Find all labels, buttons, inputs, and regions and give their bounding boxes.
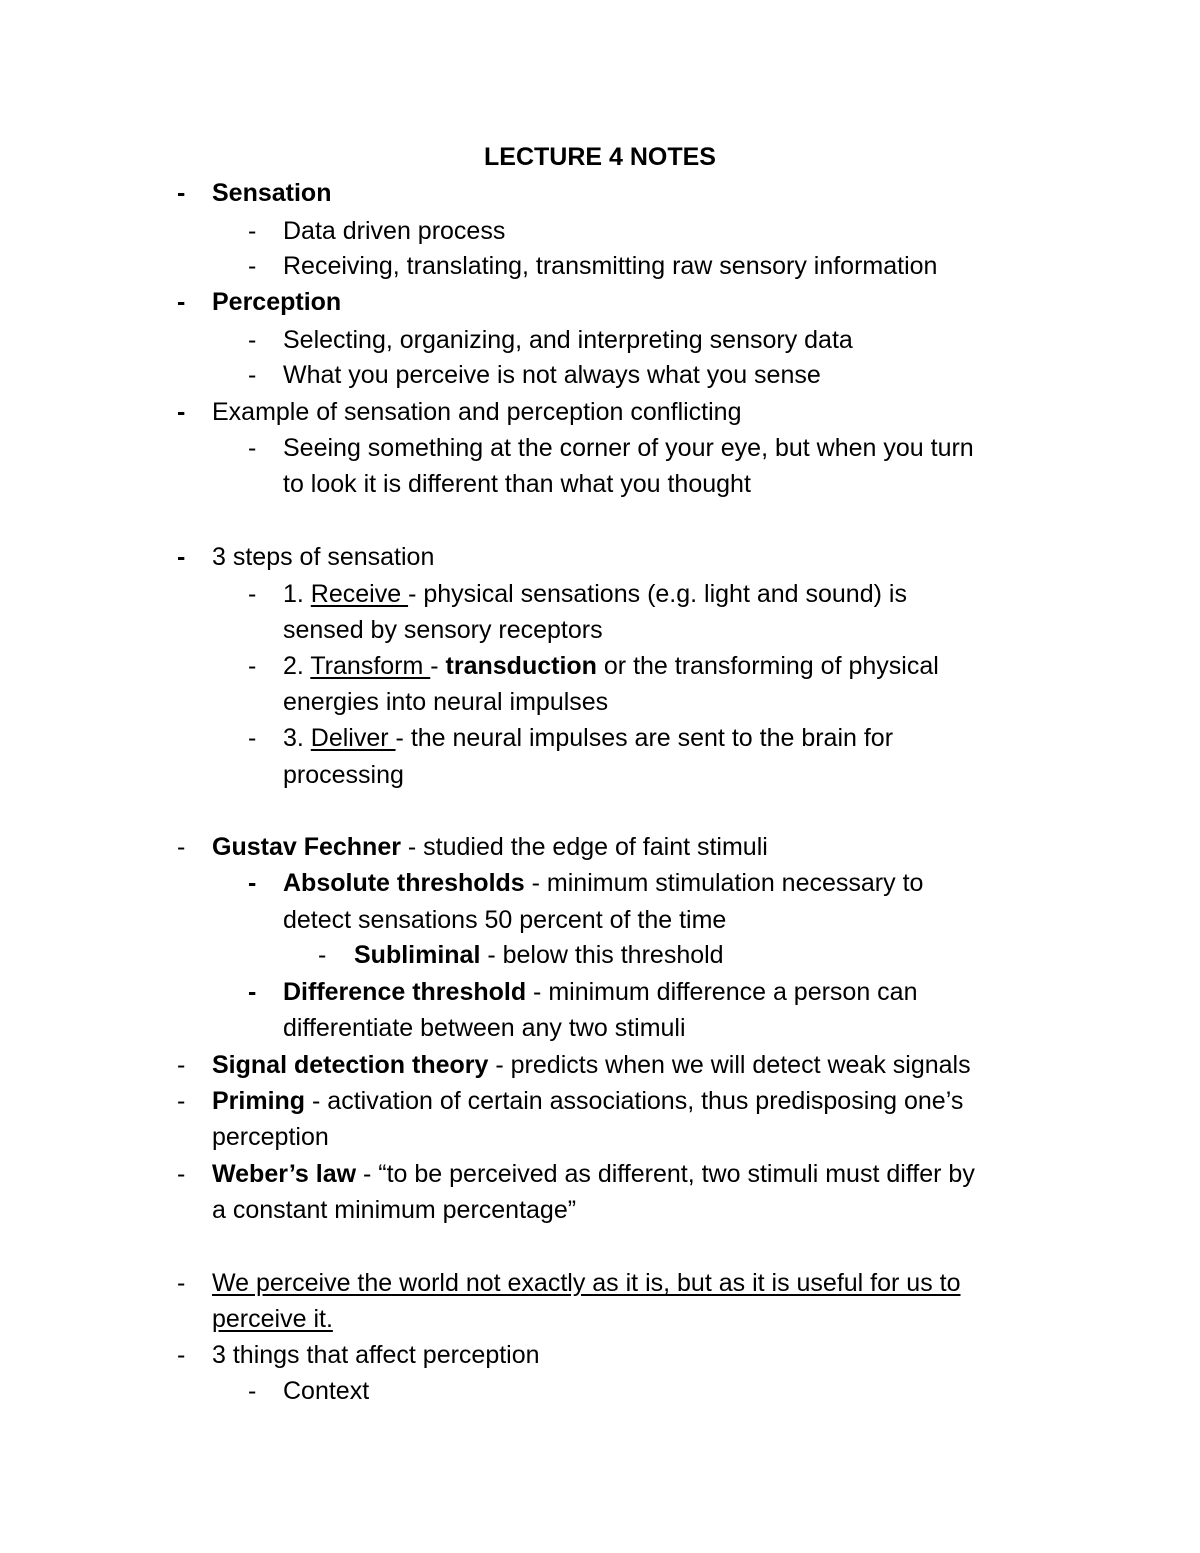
text-segment: Data driven process (283, 217, 506, 245)
note-text (283, 615, 603, 645)
text-segment: 3 steps of sensation (212, 543, 435, 571)
text-segment: - below this threshold (480, 941, 724, 969)
text-segment: Receiving, translating, transmitting raw sensory information (283, 252, 938, 280)
bold-term: Signal detection theory (212, 1051, 489, 1079)
text-segment: or the transforming of physical (596, 652, 939, 680)
note-text (212, 1159, 975, 1189)
bullet-dash: - (248, 361, 257, 389)
bullet-dash: - (248, 652, 257, 680)
underlined-text: We perceive the world not exactly as it is, but as it is useful for us to (212, 1269, 961, 1297)
bold-term: Absolute thresholds (283, 869, 525, 897)
bold-term: Weber’s law (212, 1160, 357, 1188)
note-text (354, 940, 724, 970)
note-text (283, 469, 751, 499)
text-segment: a constant minimum percentage” (212, 1196, 577, 1224)
text-segment: - (430, 652, 446, 680)
text-segment: - activation of certain associations, thus predisposing one’s (305, 1087, 964, 1115)
bullet-dash: - (177, 179, 186, 207)
note-text (283, 216, 505, 246)
note-text (212, 1050, 971, 1080)
note-text (283, 760, 404, 790)
text-segment: differentiate between any two stimuli (283, 1014, 686, 1042)
text-segment: - the neural impulses are sent to the brain for (395, 724, 894, 752)
note-text (212, 1268, 961, 1298)
note-text (212, 542, 434, 572)
note-text (212, 1340, 540, 1370)
note-text (283, 325, 853, 355)
page-title: LECTURE 4 NOTES (484, 143, 716, 171)
underlined-text: perceive it. (212, 1305, 333, 1333)
text-segment: - physical sensations (e.g. light and sound) is (408, 580, 907, 608)
text-segment: - minimum difference a person can (526, 978, 918, 1006)
note-text (212, 287, 341, 317)
bold-term: Subliminal (354, 941, 481, 969)
note-text (283, 723, 893, 753)
text-segment: 2. (283, 652, 311, 680)
bold-term: Gustav Fechner (212, 833, 401, 861)
text-segment: 3 things that affect perception (212, 1341, 540, 1369)
note-text (283, 977, 918, 1007)
bullet-dash: - (248, 978, 257, 1006)
note-text (283, 433, 974, 463)
note-text (212, 178, 331, 208)
bullet-dash: - (318, 941, 327, 969)
bold-term: Difference threshold (283, 978, 527, 1006)
note-text (212, 832, 768, 862)
note-text (283, 868, 923, 898)
text-segment: - minimum stimulation necessary to (524, 869, 924, 897)
text-segment: to look it is different than what you thought (283, 470, 751, 498)
bullet-dash: - (177, 1087, 186, 1115)
note-text (212, 397, 742, 427)
text-segment: - predicts when we will detect weak signals (488, 1051, 971, 1079)
bullet-dash: - (177, 1269, 186, 1297)
text-segment: Context (283, 1377, 370, 1405)
bullet-dash: - (177, 1051, 186, 1079)
bullet-dash: - (177, 543, 186, 571)
note-text (212, 1086, 963, 1116)
text-segment: 3. (283, 724, 311, 752)
text-segment: What you perceive is not always what you sense (283, 361, 821, 389)
note-text (212, 1304, 333, 1334)
text-segment: - studied the edge of faint stimuli (400, 833, 768, 861)
bullet-dash: - (177, 833, 186, 861)
bold-term: transduction (445, 652, 597, 680)
bullet-dash: - (177, 1160, 186, 1188)
bullet-dash: - (177, 288, 186, 316)
note-text (283, 579, 907, 609)
note-text (283, 251, 937, 281)
note-text (212, 1122, 329, 1152)
text-segment: 1. (283, 580, 311, 608)
bullet-dash: - (248, 217, 257, 245)
bullet-dash: - (248, 326, 257, 354)
bullet-dash: - (248, 869, 257, 897)
bold-term: Priming (212, 1087, 306, 1115)
underlined-text: Deliver (310, 724, 396, 752)
bullet-dash: - (248, 252, 257, 280)
text-segment: - “to be perceived as different, two stimuli must differ by (356, 1160, 975, 1188)
note-text (283, 905, 726, 935)
bullet-dash: - (248, 1377, 257, 1405)
note-text (283, 1013, 686, 1043)
note-text (283, 651, 939, 681)
text-segment: energies into neural impulses (283, 688, 609, 716)
bold-term: Sensation (212, 179, 332, 207)
text-segment: perception (212, 1123, 329, 1151)
note-text (212, 1195, 576, 1225)
note-text (283, 1376, 369, 1406)
text-segment: detect sensations 50 percent of the time (283, 906, 727, 934)
text-segment: Seeing something at the corner of your eye, but when you turn (283, 434, 974, 462)
bullet-dash: - (248, 580, 257, 608)
underlined-text: Receive (310, 580, 409, 608)
text-segment: Selecting, organizing, and interpreting sensory data (283, 326, 853, 354)
text-segment: processing (283, 761, 404, 789)
note-text (283, 360, 821, 390)
bullet-dash: - (248, 724, 257, 752)
bullet-dash: - (248, 434, 257, 462)
bold-term: Perception (212, 288, 342, 316)
underlined-text: Transform (310, 652, 431, 680)
bullet-dash: - (177, 398, 186, 426)
text-segment: sensed by sensory receptors (283, 616, 603, 644)
text-segment: Example of sensation and perception conflicting (212, 398, 742, 426)
note-text (283, 687, 608, 717)
bullet-dash: - (177, 1341, 186, 1369)
